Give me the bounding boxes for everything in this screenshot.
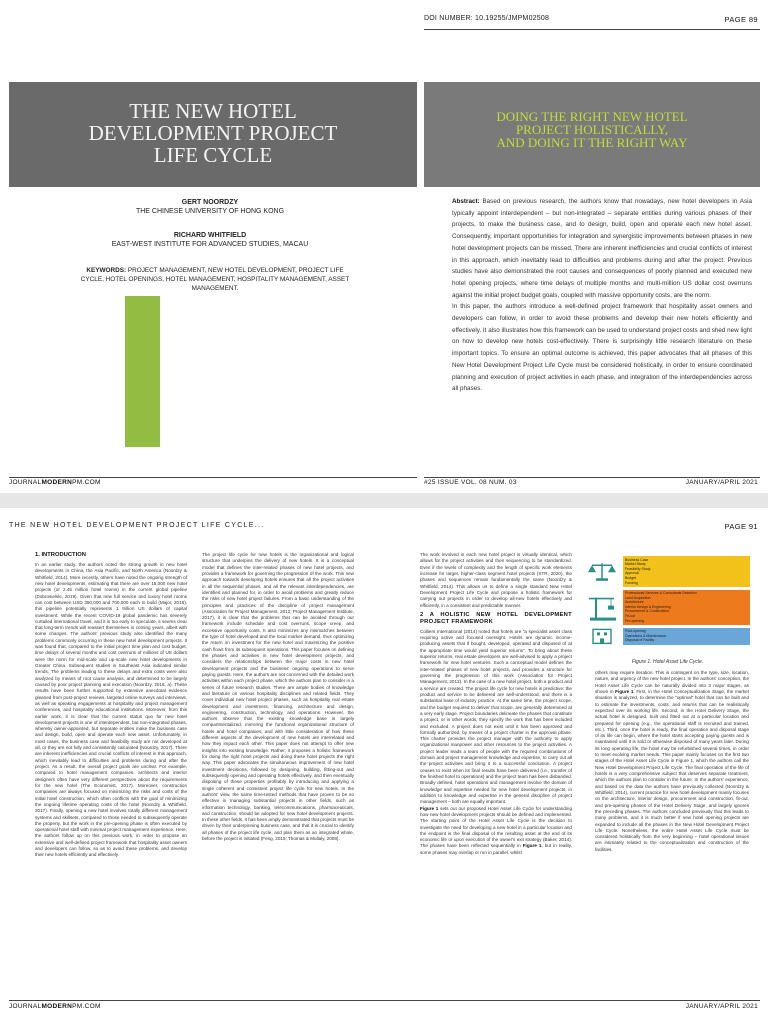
text-column-3: The work involved in each new hotel project is virtually identical, which allows for the project activities and their sequencing to be standardized. Even if the levels of complexity and the length of specific work elements increase for larger, higher-class segment hotel projects (STR, 2020), the phases and sequences remain fundamentally the same (Noordzy & Whitfield, 2014). This allows us to define a single standard New Hotel Development Project Life Cycle and propose a holistic framework for carrying out projects in order to develop all-new hotels effectively and efficiently, in a consistent and predictable manner. 2 A HOLISTIC NEW HOTEL DEVELOPMENT PROJECT FRAMEWORK Colliers International (2014) noted that hotels are "a specialist asset class requiring active and focused oversight. Hotels are dynamic income-producing assets that if bought, developed, operated and disposed of at the appropriate time would yield superior returns". To bring about these superior returns, real estate developers are well-advised to apply a project framework for new hotel ventures. Such a conceptual model defines the inter-related phases of new hotel projects, and provides a structure for governing the progression of this work (Association for Project Management, 2012). In the case of a new hotel project, both a product and a service are created. The project life cycle for new hotels is predictive: the product and service to be delivered are well-understood, and there is a substantial base of industry practice. At the same time, the project scope, and the budget required to deliver that scope, are generally determined at a very early stage. Project boundaries delineate the phases that constitute a project, or in other words, they specify the work that has been included and excluded. A project does not exist until it has been approved and formally authorized, by means of a project charter in the approval phase. This charter provides the project manager with the authority to apply organizational manpower and other resources to the project activities. A project leader leads a team of people with the required combinations of domain and project management knowledge and expertise, to carry out all the project activities and bring it to a successful conclusion. A project ceases to exist when its final results have been delivered (i.e., transfer of the finished hotel to operations) and the project team has been disbanded. Broadly defined, hotel operations and management involve the domain of knowledge and expertise needed for new hotel development projects, in addition to knowledge and expertise in the general discipline of project management – both are equally important. Figure 1 sets out our proposed Hotel Asset Life Cycle for understanding how new hotel development projects should be defined and implemented. The starting point of the Hotel Asset Life Cycle is the decision to investigate the need for developing a new hotel in a particular location and the endpoint is the final disposal of the resulting asset at the end of its economic life or upon execution of the owner's exit strategy (Baker, 2014). The phases have been reflected sequentially in Figure 1, but in reality, some phases may overlap or run in parallel, whilst — [420, 552, 573, 855]
tagline-banner — [424, 82, 760, 187]
abstract-paragraph: Based on previous research, the authors know that nowadays, new hotel developers in Asia typically appoint interdependent – but non-integrated – separate entities during various phases of their projects, to make the business case, and to design, build, open and operate each new hotel asset. Consequently, important opportunities for integration and synergistic improvements between phases in new hotel development projects can be missed. There are inherent inefficiencies and crucial conflicts of interest in this approach, which inevitably lead to difficulties and problems during and after the project. Previous studies have also demonstrated the root causes and consequences of poorly planned and executed new hotel opening projects, where time delays of multiple months and multi-million US dollar cost overruns against the initial project budget goals, coupled with massive opportunity costs, are the norm. — [452, 198, 752, 299]
section-heading: 2 A HOLISTIC NEW HOTEL DEVELOPMENT PROJECT FRAMEWORK — [420, 611, 572, 625]
life-cycle-phase: Procurement & Construction — [625, 609, 669, 614]
life-cycle-phase: Disposal of Facility — [625, 638, 655, 643]
life-cycle-phase: Professional Services & Consultants Selection — [625, 591, 697, 596]
body-paragraph: The project life cycle for new hotels is the organizational and logical structure that underpins the delivery of new hotels. It is a conceptual model that defines the inter-related phases of new hotel projects, and provides a framework for governing the progression of the work. This new approach towards developing hotels ensures that all the project activities in all the sequential phases, and all the relevant interdependencies, are identified and planned for, in order to avoid problems and greatly reduce the risks of new hotel project failures. From a basic understanding of the principles and practices of the discipline of project management (Association for Project Management, 2012; Project Management Institute, 2017), it is clear that the problems that can be avoided through our framework include schedule and cost overruns, scope creep, and excessive opportunity costs. It also minimizes any mismatches between the type of hotel developed and the local market demand, thus optimizing the return on investment for the new hotel and maximizing the positive cash flows from its subsequent operations. This paper focuses on defining the phases and activities in new hotel development projects, and considers the relationships between the major costs in new hotel development projects and the business' ongoing operations to serve paying guests. Here, the authors are not concerned with the detailed work activities within each project phase, which the authors plan to consider in a series of future research studies. There are ample bodies of knowledge and literature on various hospitality disciplines and related fields. They cover individual new hotel project phases, such as hospitality real estate development and investment, financing, architecture and design, engineering, construction, technology, and operations. However, the authors observe that the existing knowledge base is largely compartmentalized, mirroring the functional organizational structure of hotels and hotel companies, and with little consideration of how these different aspects of the development of new hotels are interrelated and how they impact each other. This paper does not attempt to offer new insights into existing knowledge. Rather, it proposes a holistic framework for doing the right hotel projects and doing these hotel projects the right way. This paper advocates the simultaneous improvement of new hotel investment decisions, followed by designing, building, fitting-out and subsequently opening and operating hotels effectively, and then eventually disposing of these properties profitably by introducing and applying a single coherent and consistent project life cycle for new hotels. In the authors' view, the same time-tested methods that have proven to be so effective in managing substantial projects in other fields, such as information technology, banking, telecommunications, pharmaceuticals, and construction, should be adopted for new hotel development projects. In these other fields, it has been amply demonstrated that projects must be driven by their underpinning business case, and that it is crucial to identify all phases of the project life cycle, and plan them as an integrated whole, before the project is initiated (Feng, 2015; Thomas & Mullaly, 2008). — [202, 552, 354, 842]
body-paragraph: In an earlier study, the authors noted the strong growth in new hotel developments in China, the Asia Pacific, and North America (Noordzy & Whitfield, 2014). More recently, others have noted the ongoing strength of new hotel developments, estimating that there are over 15,000 new hotel projects (or 2.45 million hotel rooms) in the current global pipeline (Dobrosielski, 2019). Given that new full service and luxury hotel rooms can cost between USD 350,000 and 700,000 each to build (Major, 2018), this pipeline potentially represents 1 trillion US dollars of capital investment. While the recent COVID-19 global pandemic has severely curtailed international travel, and it is too early to speculate, it seems clear that long-term trends will reassert themselves in coming years, albeit with some changes. The authors' previous study also identified the many problems commonly occurring in these new hotel development projects. It was found that, compared to the initial project time plan and cost budget, time delays of several months and cost overruns of millions of US dollars were the norm for mid-scale and up-scale new hotel developments in Greater China. Subsequent studies in Southeast Asia indicated similar trends. The problems leading to these delays and extra costs were also analyzed by means of root cause analysis, and determined to be largely caused by poor project planning and execution (Noordzy, 2016, a). These results have been further supported by extensive anecdotal evidence gleaned from post-project reviews, targeted online surveys and interviews, as well as speaking engagements at hospitality and project management conferences, and hospitality educational institutions. Moreover, from this earlier work, it is clear that the current status quo for new hotel development projects is one of interdependent, but non-integrated phases, whereby owner-appointed, but separate entities make the business case and design, build, open and operate each new asset. Unfortunately, in most cases, the business case and feasibility study are not developed at all, or they are not fully and consistently calculated (Noordzy, 2017). There are inherent inefficiencies and crucial conflicts of interest in this approach, which inevitably lead to difficulties and problems during and after the project. As a result, the overall project goals are unclear. For example, compared to hotel management companies, architects and interior designers often have very different perspectives about the requirements for the new hotel (The Economist, 2017). Moreover, construction companies are always focused on minimizing the risks and costs of the initial hotel construction, which often conflicts with the goal of minimizing the ongoing lifetime operating costs of the hotel (Noordzy & Whitfield, 2017). Finally, opening a new hotel involves totally different management systems and skillsets, compared to those needed to subsequently operate the property, but the work in the pre-opening phase is often executed by operational hotel staff with minimal project management experience. Here, the authors follow up on this previous work, in order to propose an extensive and well-defined project framework that hospitality asset owners and developers can follow, so as to avoid these problems, and develop their new hotels efficiently and effectively. — [35, 562, 187, 858]
issue-date: JANUARY/APRIL 2021 — [685, 479, 758, 486]
doi-number: DOI NUMBER: 10.19255/JMPM02508 — [424, 15, 550, 22]
life-cycle-phase: Approval — [625, 571, 639, 576]
life-cycle-phase: Funding — [625, 580, 638, 585]
life-cycle-phase: Post-opening — [625, 629, 646, 634]
body-paragraph: Colliers International (2014) noted that hotels are "a specialist asset class requiring active and focused oversight. Hotels are dynamic income-producing assets that if bought, developed, operated and disposed of at the appropriate time would yield superior returns". To bring about these superior returns, real estate developers are well-advised to apply a project framework for new hotel ventures. Such a conceptual model defines the inter-related phases of new hotel projects, and provides a structure for governing the progression of this work (Association for Project Management, 2012). In the case of a new hotel project, both a product and a service are created. The project life cycle for new hotels is predictive: the product and service to be delivered are well-understood, and there is a substantial base of industry practice. At the same time, the project scope, and the budget required to deliver that scope, are generally determined at a very early stage. Project boundaries delineate the phases that constitute a project, or in other words, they specify the work that has been included and excluded. A project does not exist until it has been approved and formally authorized, by means of a project charter in the approval phase. This charter provides the project manager with the authority to apply organizational manpower and other resources to the project activities. A project leader leads a team of people with the required combinations of domain and project management knowledge and expertise, to carry out all the project activities and bring it to a successful conclusion. A project ceases to exist when its final results have been delivered (i.e., transfer of the finished hotel to operations) and the project team has been disbanded. Broadly defined, hotel operations and management involve the domain of knowledge and expertise needed for new hotel development projects, in addition to knowledge and expertise in the general discipline of project management – both are equally important. — [420, 628, 572, 805]
life-cycle-phase: Interior Design & Engineering — [625, 604, 671, 609]
journal-url[interactable]: JOURNALMODERNPM.COM — [9, 479, 101, 486]
author-block — [10, 198, 410, 249]
author-affiliation: THE CHINESE UNIVERSITY OF HONG KONG — [135, 208, 285, 215]
keywords — [76, 266, 354, 293]
author-affiliation: EAST-WEST INSTITUTE FOR ADVANCED STUDIES, MACAU — [111, 241, 309, 248]
running-head: THE NEW HOTEL DEVELOPMENT PROJECT LIFE CYCLE... — [9, 522, 265, 529]
body-paragraph: The work involved in each new hotel project is virtually identical, which allows for the project activities and their sequencing to be standardized. Even if the levels of complexity and the length of specific work elements increase for larger, higher-class segment hotel projects (STR, 2020), the phases and sequences remain fundamentally the same (Noordzy & Whitfield, 2014). This allows us to define a single standard New Hotel Development Project Life Cycle and propose a holistic framework for carrying out projects in order to develop all-new hotels effectively and efficiently, in a consistent and predictable manner. — [420, 552, 572, 608]
issue-number: #25 ISSUE VOL. 08 NUM. 03 — [424, 479, 517, 486]
hotel-building-icon — [587, 628, 617, 645]
life-cycle-phase: Market Study — [625, 562, 646, 567]
article-title: THE NEW HOTEL DEVELOPMENT PROJECT LIFE CYCLE — [88, 99, 338, 167]
life-cycle-stage-2 — [623, 590, 750, 625]
journal-page-89 — [0, 0, 768, 493]
journal-url[interactable]: JOURNALMODERNPM.COM — [9, 1003, 101, 1010]
life-cycle-phase: Operations & Maintenance — [625, 633, 667, 638]
hotel-asset-life-cycle-figure — [585, 556, 750, 652]
life-cycle-phase: Pre-opening — [625, 618, 645, 623]
footer-rule — [9, 1000, 760, 1001]
text-column-2 — [202, 552, 354, 982]
figure-caption: Figure 1. Hotel Asset Life Cycle. — [631, 659, 704, 665]
author-name: GERT NOORDZY — [181, 199, 239, 206]
figure-reference[interactable]: Figure 1 — [615, 688, 634, 694]
construction-crane-icon — [587, 590, 617, 625]
life-cycle-phase: Feasibility Study — [625, 566, 651, 571]
keywords-label: KEYWORDS: — [86, 267, 127, 274]
journal-page-91 — [0, 508, 768, 1024]
footer-rule — [424, 477, 760, 478]
life-cycle-phase: Fit-out — [625, 614, 635, 619]
life-cycle-phase: Business Case — [625, 557, 649, 562]
life-cycle-phase: Land Acquisition — [625, 595, 651, 600]
life-cycle-phase: Budget — [625, 575, 637, 580]
abstract — [452, 196, 752, 395]
abstract-label: Abstract: — [452, 198, 480, 205]
section-heading: 1. INTRODUCTION — [35, 552, 86, 558]
article-tagline: DOING THE RIGHT NEW HOTEL PROJECT HOLISTICALLY, AND DOING IT THE RIGHT WAY — [496, 109, 688, 150]
decorative-green-bar — [125, 296, 160, 447]
page-number: PAGE 91 — [724, 522, 758, 531]
abstract-paragraph: In this paper, the authors introduce a well-defined project framework that hospitality asset owners and developers can follow, in order to avoid these problems and develop their new hotels efficiently and effectively. It also illustrates how this framework can be used to understand project costs and shed new light on how to develop new hotels cost-effectively. There is surprisingly little research literature on these important topics. To ensure an optimal outcome is achieved, this paper advocates that all phases of this New Hotel Development Project Life Cycle must be considered holistically, in order to ensure coordinated planning and execution of project activities in each phase, and integration of the interdependencies across all phases. — [452, 303, 752, 393]
figure-reference[interactable]: Figure 1 — [420, 805, 439, 811]
text-column-4: others may require iteration. This is contingent on the type, size, location, nature, and urgency of the new hotel project. In the authors' conception, the Hotel Asset Life Cycle can be naturally divided into 3 major stages, as shown in Figure 1. First, in the Hotel Conceptualization Stage, the market situation is analyzed, to determine the "optimal" hotel that can be built and to estimate the investments, costs, and returns that can be realistically expected over its working life. Second, in the Hotel Delivery Stage, the actual hotel is designed, built and fitted out at a particular location and prepared for opening (e.g., the operational staff is recruited and trained, etc.). Third, once the hotel is ready, the final operation and disposal stage of its life can begin, where the hotel starts accepting paying guests and is maintained until it is sold or otherwise disposed of many years later. During its long operating life, the hotel may be refurbished several times, in order to meet evolving market needs. This paper mainly focuses on the first two stages of the Hotel Asset Life Cycle in Figure 1, which the authors call the New Hotel Development Project Life Cycle. The final operation of the life of hotels is a very comprehensive subject that deserves separate treatment, which the authors plan to consider in the future. In the authors' experience, and based on the data the authors have previously collected (Noordzy & Whitfield, 2014), current practice for new hotel development mainly focuses on the architecture, interior design, procurement and construction, fit-out, and pre-opening phases of the Hotel Delivery Stage, and largely ignores the preceding phases. The authors concluded previously that this leads to many problems, and it is much better if new hotel opening projects are expanded to include all the phases in the New Hotel Development Project Life Cycle. Nonetheless, the entire Hotel Asset Life Cycle must be considered holistically from the very beginning – hotel operational issues are intimately related to the conceptualization and construction of the facilities. — [595, 670, 749, 852]
title-banner — [9, 82, 417, 187]
life-cycle-phase: Architecture — [625, 600, 644, 605]
keywords-list: PROJECT MANAGEMENT, NEW HOTEL DEVELOPMENT, PROJECT LIFE CYCLE, HOTEL OPENINGS, HOTEL MANAGEMENT, HOSPITALITY MANAGEMENT, ASSET MANAGEMENT. — [80, 267, 350, 292]
life-cycle-stage-1 — [623, 556, 750, 587]
header-rule — [424, 29, 760, 30]
page-number: PAGE 89 — [724, 15, 758, 24]
footer-rule — [9, 477, 417, 478]
text-column-1 — [35, 552, 187, 982]
balance-scale-icon — [587, 556, 617, 587]
life-cycle-stage-3 — [623, 628, 750, 645]
issue-date: JANUARY/APRIL 2021 — [685, 1003, 758, 1010]
figure-reference[interactable]: Figure 1 — [522, 843, 542, 849]
author-name: RICHARD WHITFIELD — [173, 232, 247, 239]
